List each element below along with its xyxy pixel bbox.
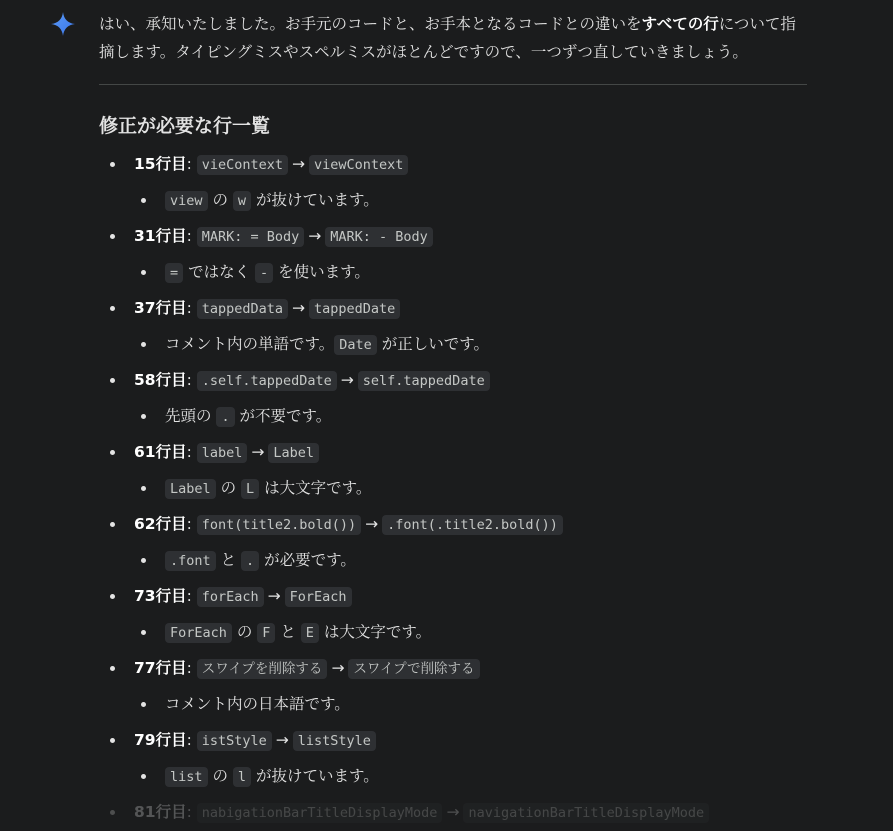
note-text: ではなく [183,263,255,281]
inline-code: L [241,479,259,499]
note-text: 先頭の [165,407,217,425]
code-before: vieContext [197,155,288,175]
code-after: navigationBarTitleDisplayMode [463,803,709,823]
divider [99,84,807,85]
correction-item: 15行目: vieContext → viewContext [99,146,807,182]
line-number: 77行目 [134,659,187,677]
code-before: label [197,443,248,463]
arrow-icon: → [275,731,289,749]
arrow-icon: → [365,515,379,533]
correction-note [99,758,807,794]
code-after: Label [268,443,319,463]
line-number: 61行目 [134,443,187,461]
note-text: と [215,551,241,569]
code-before: tappedData [197,299,288,319]
correction-note [99,542,807,578]
correction-note [99,326,807,362]
inline-code: E [301,623,319,643]
correction-note [99,182,807,218]
section-heading: 修正が必要な行一覧 [99,115,271,137]
corrections-list [99,146,807,830]
line-number: 73行目 [134,587,187,605]
inline-code: list [165,767,208,787]
inline-code: w [233,191,251,211]
code-before: istStyle [197,731,272,751]
note-text: コメント内の単語です。 [165,335,335,353]
code-after: self.tappedDate [358,371,490,391]
correction-item: 37行目: tappedData → tappedDate [99,290,807,326]
correction-note [99,254,807,290]
inline-code: Label [165,479,216,499]
note-text: を使います。 [273,263,370,281]
correction-item: 31行目: MARK: = Body → MARK: - Body [99,218,807,254]
code-after: MARK: - Body [325,227,433,247]
arrow-icon: → [331,659,345,677]
correction-item: 81行目: nabigationBarTitleDisplayMode → navigationBarTitleDisplayMode [99,794,807,830]
intro-text-2: について指摘します。タイピングミスやスペルミスがほとんどですので、一つずつ直していきましょう。 [99,15,796,61]
arrow-icon: → [292,299,306,317]
note-text: が抜けています。 [251,767,379,785]
intro-paragraph [99,10,807,66]
correction-note [99,398,807,434]
code-after: スワイプで削除する [348,659,479,679]
arrow-icon: → [340,371,354,389]
code-before: スワイプを削除する [197,659,328,679]
arrow-icon: → [267,587,281,605]
inline-code: = [165,263,183,283]
arrow-icon: → [446,803,460,821]
note-text: が抜けています。 [251,191,379,209]
code-after: .font(.title2.bold()) [382,515,563,535]
correction-note [99,470,807,506]
note-text: コメント内の日本語です。 [165,695,350,713]
note-text: の [207,191,233,209]
code-before: MARK: = Body [197,227,305,247]
correction-item: 62行目: font(title2.bold()) → .font(.title2.bold()) [99,506,807,542]
inline-code: Date [334,335,377,355]
correction-item: 61行目: label → Label [99,434,807,470]
note-text: の [215,479,241,497]
inline-code: - [255,263,273,283]
line-number: 79行目 [134,731,187,749]
code-after: viewContext [309,155,408,175]
arrow-icon: → [251,443,265,461]
note-text: が正しいです。 [376,335,489,353]
arrow-icon: → [292,155,306,173]
correction-item: 77行目: スワイプを削除する → スワイプで削除する [99,650,807,686]
line-number: 58行目 [134,371,187,389]
note-text: が必要です。 [259,551,356,569]
note-text: が不要です。 [234,407,332,425]
line-number: 37行目 [134,299,187,317]
inline-code: l [233,767,251,787]
correction-item: 73行目: forEach → ForEach [99,578,807,614]
line-number: 15行目 [134,155,187,173]
inline-code: . [241,551,259,571]
note-text: と [275,623,301,641]
code-before: nabigationBarTitleDisplayMode [197,803,443,823]
arrow-icon: → [308,227,322,245]
intro-bold: すべての行 [641,15,719,33]
note-text: は大文字です。 [259,479,372,497]
note-text: は大文字です。 [318,623,432,641]
code-before: forEach [197,587,264,607]
note-text: の [231,623,258,641]
assistant-response [99,10,807,830]
inline-code: ForEach [165,623,232,643]
inline-code: . [216,407,234,427]
correction-item: 79行目: istStyle → listStyle [99,722,807,758]
code-after: ForEach [285,587,352,607]
gemini-sparkle-icon [50,11,76,37]
code-before: font(title2.bold()) [197,515,361,535]
intro-text: はい、承知いたしました。お手元のコードと、お手本となるコードとの違いを [99,15,642,33]
line-number: 62行目 [134,515,187,533]
inline-code: view [165,191,208,211]
code-before: .self.tappedDate [197,371,337,391]
line-number: 81行目 [134,803,187,821]
correction-item: 58行目: .self.tappedDate → self.tappedDate [99,362,807,398]
correction-note [99,686,807,722]
note-text: の [207,767,233,785]
line-number: 31行目 [134,227,187,245]
inline-code: .font [165,551,216,571]
code-after: listStyle [293,731,376,751]
inline-code: F [257,623,275,643]
correction-note [99,614,807,650]
code-after: tappedDate [309,299,400,319]
